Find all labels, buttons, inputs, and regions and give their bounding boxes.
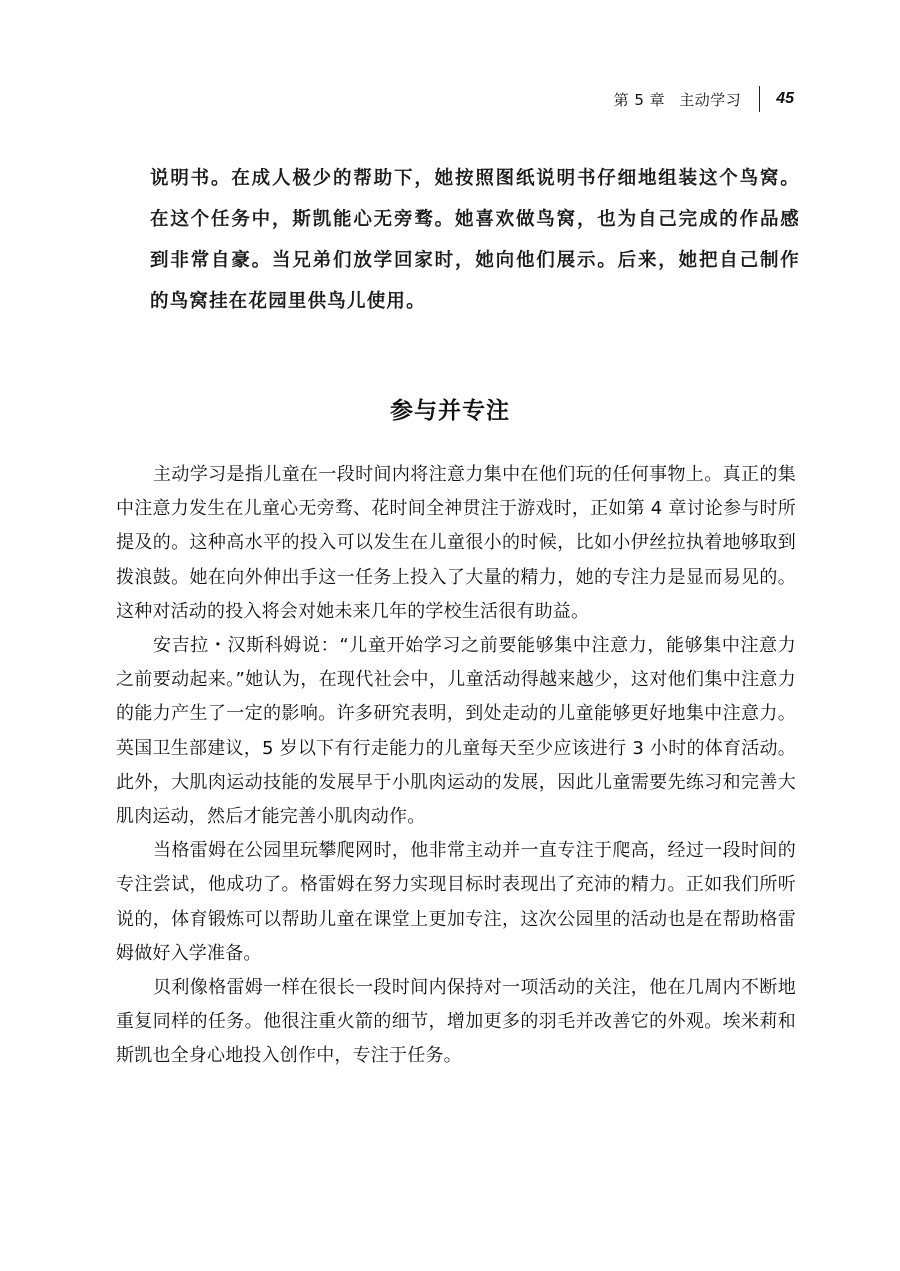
- intro-paragraph: 说明书。在成人极少的帮助下，她按照图纸说明书仔细地组装这个鸟窝。在这个任务中，斯凯能心无旁骛。她喜欢做鸟窝，也为自己完成的作品感到非常自豪。当兄弟们放学回家时，她向他们展示。后来，她把自己制作的鸟窝挂在花园里供鸟儿使用。: [150, 168, 800, 312]
- running-head-divider: [759, 86, 760, 112]
- running-head-chapter: [614, 89, 742, 110]
- page-number: 45: [776, 90, 794, 107]
- running-head: [614, 84, 794, 114]
- chapter-number: 第 5 章: [613, 90, 666, 109]
- section-title: 参与并专注: [390, 398, 510, 424]
- chapter-title: 主动学习: [679, 90, 742, 109]
- body-paragraph: 安吉拉・汉斯科姆说：“儿童开始学习之前要能够集中注意力，能够集中注意力之前要动起来。”她认为，在现代社会中，儿童活动得越来越少，这对他们集中注意力的能力产生了一定的影响。许多研究表明，到处走动的儿童能够更好地集中注意力。英国卫生部建议，5 岁以下有行走能力的儿童每天至少应该进行 3 小时的体育活动。此外，大肌肉运动技能的发展早于小肌肉运动的发展，因此儿童需要先练习和完善大肌肉运动，然后才能完善小肌肉动作。: [116, 635, 796, 828]
- body-paragraph: 贝利像格雷姆一样在很长一段时间内保持对一项活动的关注，他在几周内不断地重复同样的任务。他很注重火箭的细节，增加更多的羽毛并改善它的外观。埃米莉和斯凯也全身心地投入创作中，专注于任务。: [116, 977, 796, 1067]
- body-paragraph: 主动学习是指儿童在一段时间内将注意力集中在他们玩的任何事物上。真正的集中注意力发生在儿童心无旁骛、花时间全神贯注于游戏时，正如第 4 章讨论参与时所提及的。这种高水平的投入可以发生在儿童很小的时候，比如小伊丝拉执着地够取到拨浪鼓。她在向外伸出手这一任务上投入了大量的精力，她的专注力是显而易见的。这种对活动的投入将会对她未来几年的学校生活很有助益。: [116, 464, 796, 622]
- body-paragraph: 当格雷姆在公园里玩攀爬网时，他非常主动并一直专注于爬高，经过一段时间的专注尝试，他成功了。格雷姆在努力实现目标时表现出了充沛的精力。正如我们所听说的，体育锻炼可以帮助儿童在课堂上更加专注，这次公园里的活动也是在帮助格雷姆做好入学准备。: [116, 840, 796, 964]
- section-body: [116, 458, 796, 1074]
